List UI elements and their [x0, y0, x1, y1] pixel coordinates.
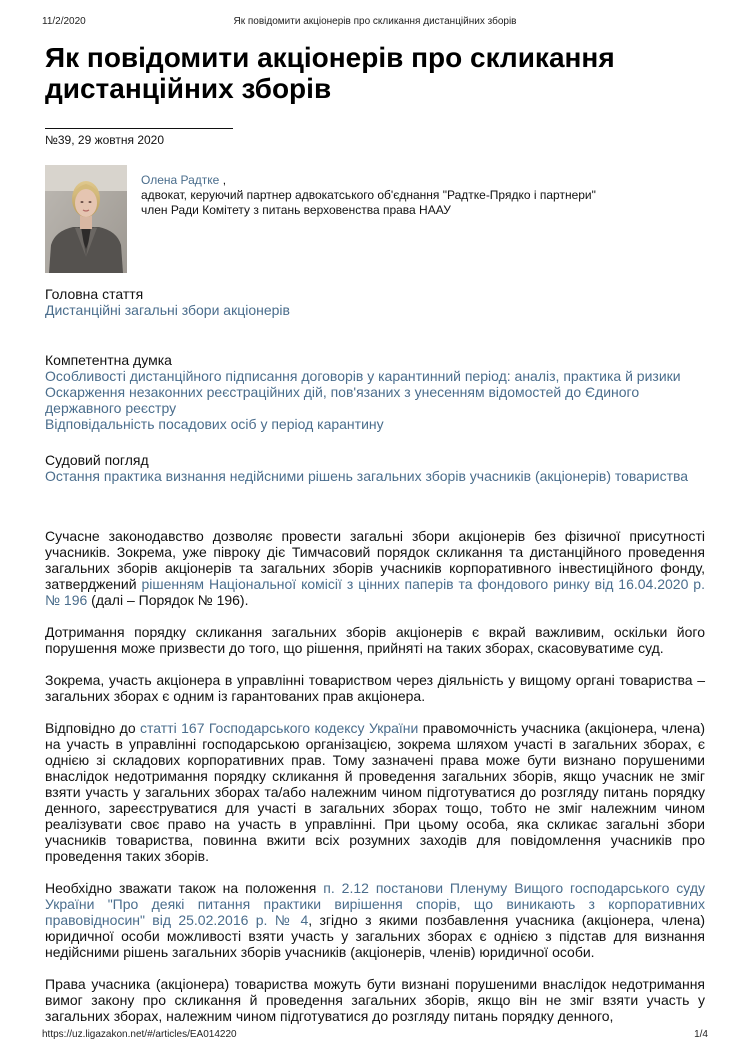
paragraph-text: Відповідно до — [45, 720, 141, 736]
print-header — [42, 16, 708, 30]
law-link[interactable]: статті 167 Господарського кодексу України — [140, 720, 419, 736]
paragraph: Права учасника (акціонера) товариства можуть бути визнані порушеними внаслідок недотримання вимог закону про скликання й проведення загальних зборів, якщо він не зміг взяти участь у загальних зборах, належним чином підготуватися до розгляду питань порядку денного, — [45, 976, 705, 1024]
title-divider — [45, 128, 233, 129]
print-date: 11/2/2020 — [42, 16, 86, 27]
paragraph — [45, 880, 705, 960]
author-name-line — [141, 173, 596, 188]
author-position: адвокат, керуючий партнер адвокатського об'єднання "Радтке-Прядко і партнери" — [141, 188, 596, 202]
related-link[interactable]: Відповідальність посадових осіб у період карантину — [45, 416, 384, 432]
page-number: 1/4 — [694, 1029, 708, 1040]
article — [45, 42, 705, 1040]
paragraph-text: Необхідно зважати також на положення — [45, 880, 324, 896]
print-url: https://uz.ligazakon.net/#/articles/EA014220 — [42, 1029, 237, 1040]
related-main-article — [45, 286, 705, 318]
author-name-suffix: , — [219, 173, 227, 187]
law-link[interactable]: п. 2.12 постанови Пленуму Вищого господарського суду України "Про деякі питання практики вирішення спорів, що виникають з корпоративних правовідносин" від 25.02.2016 р. № 4 — [45, 880, 706, 928]
paragraph — [45, 528, 705, 608]
article-title: Як повідомити акціонерів про скликання дистанційних зборів — [45, 42, 615, 104]
paragraph: Дотримання порядку скликання загальних зборів акціонерів є вкрай важливим, оскільки його порушення може призвести до того, що рішення, прийняті на таких зборах, скасовуватиме суд. — [45, 624, 705, 656]
law-link[interactable]: рішенням Національної комісії з цінних паперів та фондового ринку від 16.04.2020 р. № 196 — [45, 576, 705, 608]
author-block — [45, 165, 705, 273]
related-link[interactable]: Дистанційні загальні збори акціонерів — [45, 302, 290, 318]
related-court-view — [45, 452, 705, 484]
author-info — [141, 173, 596, 218]
section-heading: Компетентна думка — [45, 352, 172, 368]
issue-info: №39, 29 жовтня 2020 — [45, 133, 165, 147]
paragraph-text: (далі – Порядок № 196). — [87, 592, 249, 608]
related-link[interactable]: Особливості дистанційного підписання договорів у карантинний період: аналіз, практика й ризики — [45, 368, 681, 384]
paragraph: Зокрема, участь акціонера в управлінні товариством через діяльність у вищому органі товариства – загальних зборах є одним із гарантованих прав акціонера. — [45, 672, 705, 704]
paragraph-text: правомочність учасника (акціонера, члена) на участь в управлінні господарською організацією, зокрема шляхом участі в загальних зборах, є однією зі складових корпоративних прав. Тому зазначені права може бути визнано порушеними внаслідок недотримання порядку скликання й проведення загальних зборів, якщо учасник не зміг взяти участь у загальних зборах та/або належним чином підготуватися до розгляду питань порядку денного, зареєструватися для участі в загальних зборах тощо, тобто не зміг належним чином реалізувати своє право на участь в управлінні. При цьому особа, яка скликає загальні збори учасників товариства, повинна вжити всіх розумних заходів для повідомлення учасників про проведення таких зборів. — [45, 720, 705, 864]
related-link[interactable]: Оскарження незаконних реєстраційних дій, пов'язаних з унесенням відомостей до Єдиного державного реєстру — [45, 384, 640, 416]
author-name-link[interactable]: Олена Радтке — [141, 173, 220, 187]
paragraph-text: , згідно з якими позбавлення учасника (акціонера, члена) юридичної особи можливості взяти участь у загальних зборах є однією з підстав для визнання недійсними рішень загальних зборів учасників (акціонерів, членів) юридичної особи. — [45, 912, 705, 960]
author-membership: член Ради Комітету з питань верховенства права НААУ — [141, 203, 451, 217]
related-link[interactable]: Остання практика визнання недійсними рішень загальних зборів учасників (акціонерів) товариства — [45, 468, 689, 484]
article-body — [45, 528, 705, 1024]
section-heading: Головна стаття — [45, 286, 144, 302]
print-doc-title: Як повідомити акціонерів про скликання дистанційних зборів — [233, 16, 517, 27]
print-footer — [42, 1029, 708, 1043]
paragraph — [45, 720, 705, 864]
section-heading: Судовий погляд — [45, 452, 149, 468]
related-expert-opinion — [45, 352, 705, 432]
author-photo — [45, 165, 127, 273]
paragraph-text: Сучасне законодавство дозволяє провести загальні збори акціонерів без фізичної присутності учасників. Зокрема, уже півроку діє Тимчасовий порядок скликання та дистанційного проведення загальних зборів акціонерів та загальних зборів учасників корпоративного інвестиційного фонду, затверджений — [45, 528, 705, 592]
